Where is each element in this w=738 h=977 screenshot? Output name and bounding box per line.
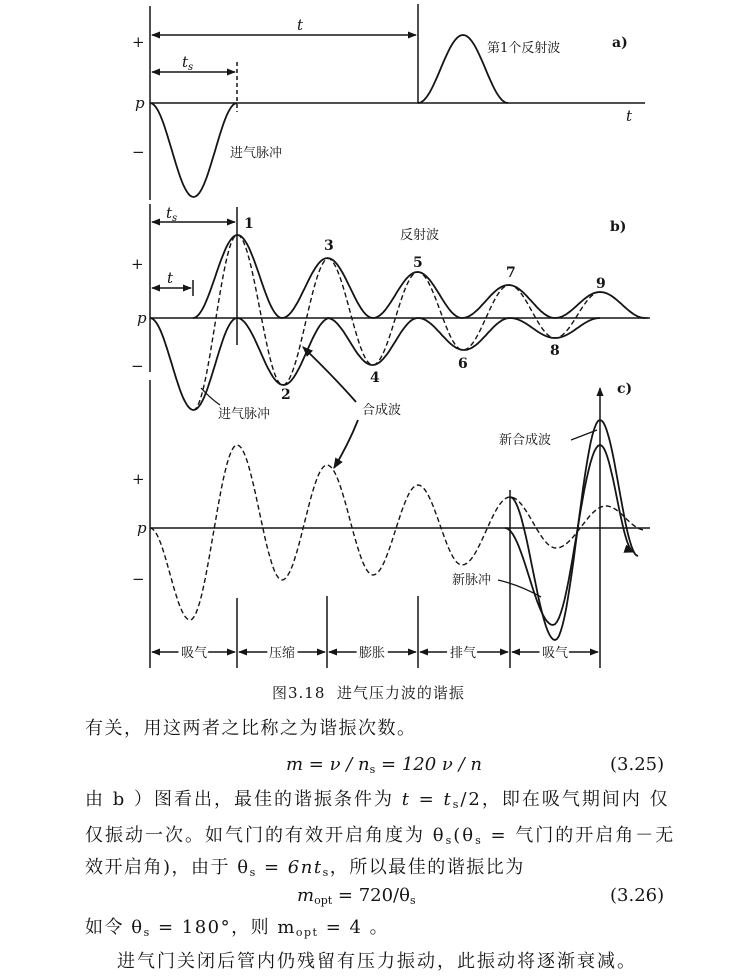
subscript-s: s xyxy=(369,763,376,776)
panel-b-plus-label: + xyxy=(131,255,144,273)
reflected-wave-7-curve xyxy=(462,285,555,318)
reflected-wave-6-curve xyxy=(418,318,510,350)
equation-3-26-part-1: m xyxy=(297,885,315,906)
panel-b xyxy=(131,204,650,468)
reflected-wave-9-curve xyxy=(555,292,645,318)
phase-label-compression: 压缩 xyxy=(268,646,296,661)
panel-a-minus-label: − xyxy=(132,143,145,161)
phase-label-expansion: 膨胀 xyxy=(358,646,386,661)
body-line-4-part-2: (θ xyxy=(453,825,476,846)
panel-b-label: b) xyxy=(610,219,627,235)
reflected-wave-5-curve xyxy=(373,272,462,318)
panel-c-minus-label: − xyxy=(132,570,145,588)
ts-t: t xyxy=(166,204,173,222)
panel-b-ts-label xyxy=(166,204,177,224)
equation-3-25-part-1: m = ν / n xyxy=(286,754,370,775)
panel-c xyxy=(132,380,650,668)
subscript-opt: opt xyxy=(314,894,333,907)
body-line-5 xyxy=(85,857,525,879)
body-line-3-math: t = t xyxy=(401,789,453,810)
panel-a-ts-label xyxy=(182,53,193,73)
body-line-7 xyxy=(85,917,389,939)
panel-c-composite-wave-curve xyxy=(150,445,645,620)
panel-c-plus-label: + xyxy=(132,470,145,488)
wave-number-6: 6 xyxy=(458,356,468,372)
body-line-4 xyxy=(85,825,675,847)
phase-label-exhaust: 排气 xyxy=(449,646,477,661)
panel-a xyxy=(132,4,645,200)
panel-a-label: a) xyxy=(612,35,628,51)
panel-b-composite-wave-curve xyxy=(150,235,648,410)
phase-label-intake-2: 吸气 xyxy=(541,646,569,661)
reflected-wave-4-curve xyxy=(327,318,418,365)
equation-3-26-part-2: = 720/θ xyxy=(332,885,410,906)
wave-number-3: 3 xyxy=(324,238,334,254)
body-line-5-part-3: ，所以最佳的谐振比为 xyxy=(329,857,525,878)
body-line-7-part-1: 如令 θ xyxy=(85,917,144,938)
body-line-5-part-2: = 6nt xyxy=(256,857,323,878)
wave-number-1: 1 xyxy=(244,216,254,232)
ts-subscript: s xyxy=(172,213,178,224)
reflected-wave-8-curve xyxy=(510,318,600,338)
panel-c-new-composite-wave-curve xyxy=(510,420,638,640)
new-pulse-label: 新脉冲 xyxy=(452,573,492,588)
subscript-s: s xyxy=(445,834,454,847)
ts-subscript: s xyxy=(188,62,194,73)
subscript-s: s xyxy=(143,926,151,939)
wave-number-9: 9 xyxy=(596,276,606,292)
body-line-5-part-1: 效开启角)，由于 θ xyxy=(85,857,250,878)
panel-b-t-span-label: t xyxy=(167,269,174,287)
panel-b-intake-pulse-label: 进气脉冲 xyxy=(218,407,271,422)
panel-a-intake-pulse-curve xyxy=(150,103,237,197)
intake-pulse-curve xyxy=(150,318,237,410)
panel-a-t-span-label: t xyxy=(297,16,304,34)
panel-b-minus-label: − xyxy=(131,357,144,375)
equation-3-25-part-2: = 120 ν / n xyxy=(375,754,482,775)
subscript-s: s xyxy=(249,866,257,879)
panel-b-reflected-waves xyxy=(150,235,645,410)
subscript-s: s xyxy=(475,834,483,847)
subscript-s: s xyxy=(322,866,330,879)
panel-c-label: c) xyxy=(617,381,633,397)
panel-a-p-label: p xyxy=(135,94,145,112)
wave-number-2: 2 xyxy=(281,387,291,403)
body-line-3-part-2: /2，即在吸气期间内 仅 xyxy=(460,789,670,810)
panel-b-p-label: p xyxy=(137,309,147,327)
wave-number-8: 8 xyxy=(550,343,560,359)
subscript-opt: opt xyxy=(295,926,319,939)
composite-wave-arrow-down xyxy=(334,420,358,468)
new-composite-wave-label: 新合成波 xyxy=(499,433,552,448)
panel-a-time-axis-label: t xyxy=(626,107,633,125)
body-line-4-part-1: 仅振动一次。如气门的有效开启角度为 θ xyxy=(85,825,446,846)
panel-c-new-pulse-curve xyxy=(505,445,634,625)
wave-number-5: 5 xyxy=(413,255,423,271)
panel-b-reflected-wave-label: 反射波 xyxy=(400,228,440,243)
panel-c-p-label: p xyxy=(137,519,147,537)
composite-wave-label: 合成波 xyxy=(362,403,402,418)
body-line-4-part-3: = 气门的开启角－无 xyxy=(482,825,676,846)
equation-3-25 xyxy=(286,754,482,776)
equation-3-26 xyxy=(297,885,416,907)
subscript-s: s xyxy=(452,798,461,811)
body-line-3-part-1: 由 b ）图看出，最佳的谐振条件为 xyxy=(85,789,402,810)
phase-label-intake: 吸气 xyxy=(180,646,208,661)
panel-a-intake-pulse-label: 进气脉冲 xyxy=(230,146,283,161)
body-line-1: 有关，用这两者之比称之为谐振次数。 xyxy=(85,718,417,739)
subscript-s: s xyxy=(409,894,416,907)
wave-number-7: 7 xyxy=(506,265,516,281)
equation-3-25-number: (3.25) xyxy=(610,754,665,775)
reflected-wave-3-curve xyxy=(282,258,373,318)
equation-3-26-number: (3.26) xyxy=(610,885,665,906)
panel-a-first-reflection-label: 第1个反射波 xyxy=(487,41,561,56)
figure-caption: 图3.18 进气压力波的谐振 xyxy=(272,684,465,702)
reflected-wave-2-curve xyxy=(237,318,330,385)
body-line-7-part-3: = 4 。 xyxy=(318,917,390,938)
panel-a-plus-label: + xyxy=(132,33,145,51)
body-line-3 xyxy=(85,789,670,811)
body-line-8: 进气门关闭后管内仍残留有压力振动，此振动将逐渐衰减。 xyxy=(117,951,637,972)
ts-t: t xyxy=(182,53,189,71)
body-line-7-part-2: = 180°，则 m xyxy=(150,917,296,938)
wave-number-4: 4 xyxy=(370,370,380,386)
composite-wave-arrow-up xyxy=(303,347,356,402)
